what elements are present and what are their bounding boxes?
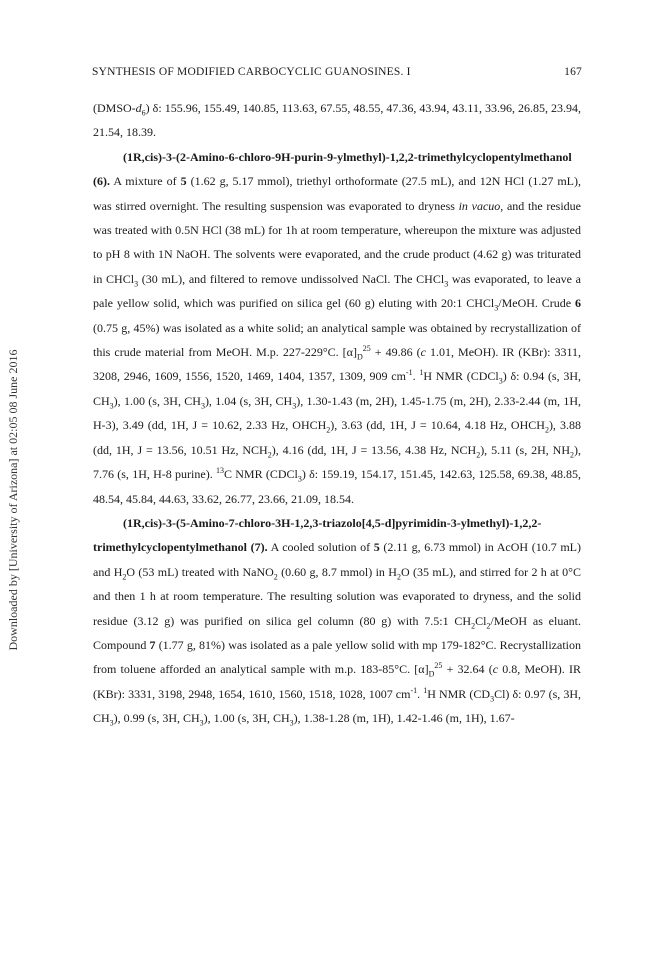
running-title: SYNTHESIS OF MODIFIED CARBOCYCLIC GUANOSINES. I bbox=[92, 66, 411, 78]
compound-6-paragraph: (1R,cis)-3-(2-Amino-6-chloro-9H-purin-9-ylmethyl)-1,2,2-trimethylcyclopentylmethanol (6). A mixture of 5 (1.62 g, 5.17 mmol), triethyl orthoformate (27.5 mL), and 12N HCl (1.27 mL), was stirred overnight. The resulting suspension was evaporated to dryness in vacuo, and the residue was treated with 0.5N HCl (38 mL) for 1h at room temperature, whereupon the mixture was adjusted to pH 8 with 1N NaOH. The solvents were evaporated, and the crude product (4.62 g) was triturated in CHCl$_3$ (30 mL), and filtered to remove undissolved NaCl. The CHCl$_3$ was evaporated, to leave a pale yellow solid, which was purified on silica gel (60 g) eluting with 20:1 CHCl$_3$/MeOH. Crude 6 (0.75 g, 45%) was isolated as a white solid; an analytical sample was obtained by recrystallization of this crude material from MeOH. M.p. 227-229°C. $[\alpha]_D^{25} + 49.86$ (c 1.01, MeOH). IR (KBr): 3311, 3208, 2946, 1609, 1556, 1520, 1469, 1404, 1357, 1309, 909 $cm^{-1}$. $^1$H NMR (CDCl$_3$) δ: 0.94 (s, 3H, $CH_3$), 1.00 (s, 3H, $CH_3$), 1.04 (s, 3H, $CH_3$), 1.30-1.43 (m, 2H), 1.45-1.75 (m, 2H), 2.33-2.44 (m, 1H, H-3), 3.49 (dd, 1H, J = 10.62, 2.33 Hz, $OHCH_2$), 3.63 (dd, 1H, J = 10.64, 4.18 Hz, $OHCH_2$), 3.88 (dd, 1H, J = 13.56, 10.51 Hz, $NCH_2$), 4.16 (dd, 1H, J = 13.56, 4.38 Hz, $NCH_2$), 5.11 (s, 2H, $NH_2$), 7.76 (s, 1H, H-8 purine). $^{13}$C NMR (CDCl$_3$) δ: 159.19, 154.17, 151.45, 142.63, 125.58, 69.38, 48.85, 48.54, 45.84, 44.63, 33.62, 26.77, 23.66, 21.09, 18.54. bbox=[93, 149, 582, 506]
article-body bbox=[93, 96, 581, 731]
download-watermark-text: Downloaded by [University of Arizona] at 02:05 08 June 2016 bbox=[6, 349, 20, 651]
compound-7-paragraph: (1R,cis)-3-(5-Amino-7-chloro-3H-1,2,3-triazolo[4,5-d]pyrimidin-3-ylmethyl)-1,2,2-trimethylcyclopentylmethanol (7). A cooled solution of 5 (2.11 g, 6.73 mmol) in AcOH (10.7 mL) and $H_2O$ (53 mL) treated with NaNO$_2$ (0.60 g, 8.7 mmol) in $H_2O$ (35 mL), and stirred for 2 h at 0°C and then 1 h at room temperature. The resulting solution was evaporated to dryness, and the solid residue (3.12 g) was purified on silica gel column (80 g) with 7.5:1 $CH_2Cl_2$/MeOH as eluant. Compound 7 (1.77 g, 81%) was isolated as a pale yellow solid with mp 179-182°C. Recrystallization from toluene afforded an analytical sample with m.p. 183-85°C. $[\alpha]_D^{25} + 32.64$ (c 0.8, MeOH). IR (KBr): 3331, 3198, 2948, 1654, 1610, 1560, 1518, 1028, 1007 $cm^{-1}$. $^1$H NMR $(CD_3Cl)$ δ: 0.97 (s, 3H, $CH_3$), 0.99 (s, 3H, $CH_3$), 1.00 (s, 3H, $CH_3$), 1.38-1.28 (m, 1H), 1.42-1.46 (m, 1H), 1.67- bbox=[93, 515, 582, 728]
compound-6-heading: (1R,cis)-3-(2-Amino-6-chloro-9H-purin-9-ylmethyl)-1,2,2-trimethylcyclopentylmethanol (6). bbox=[93, 149, 572, 189]
nmr-continuation-paragraph: $(DMSO-d_6)$ δ: 155.96, 155.49, 140.85, 113.63, 67.55, 48.55, 47.36, 43.94, 43.11, 33.96, 26.85, 23.94, 21.54, 18.39. bbox=[93, 101, 581, 140]
page-number: 167 bbox=[564, 66, 582, 78]
compound-7-heading: (1R,cis)-3-(5-Amino-7-chloro-3H-1,2,3-triazolo[4,5-d]pyrimidin-3-ylmethyl)-1,2,2-trimethylcyclopentylmethanol (7). bbox=[93, 515, 542, 555]
